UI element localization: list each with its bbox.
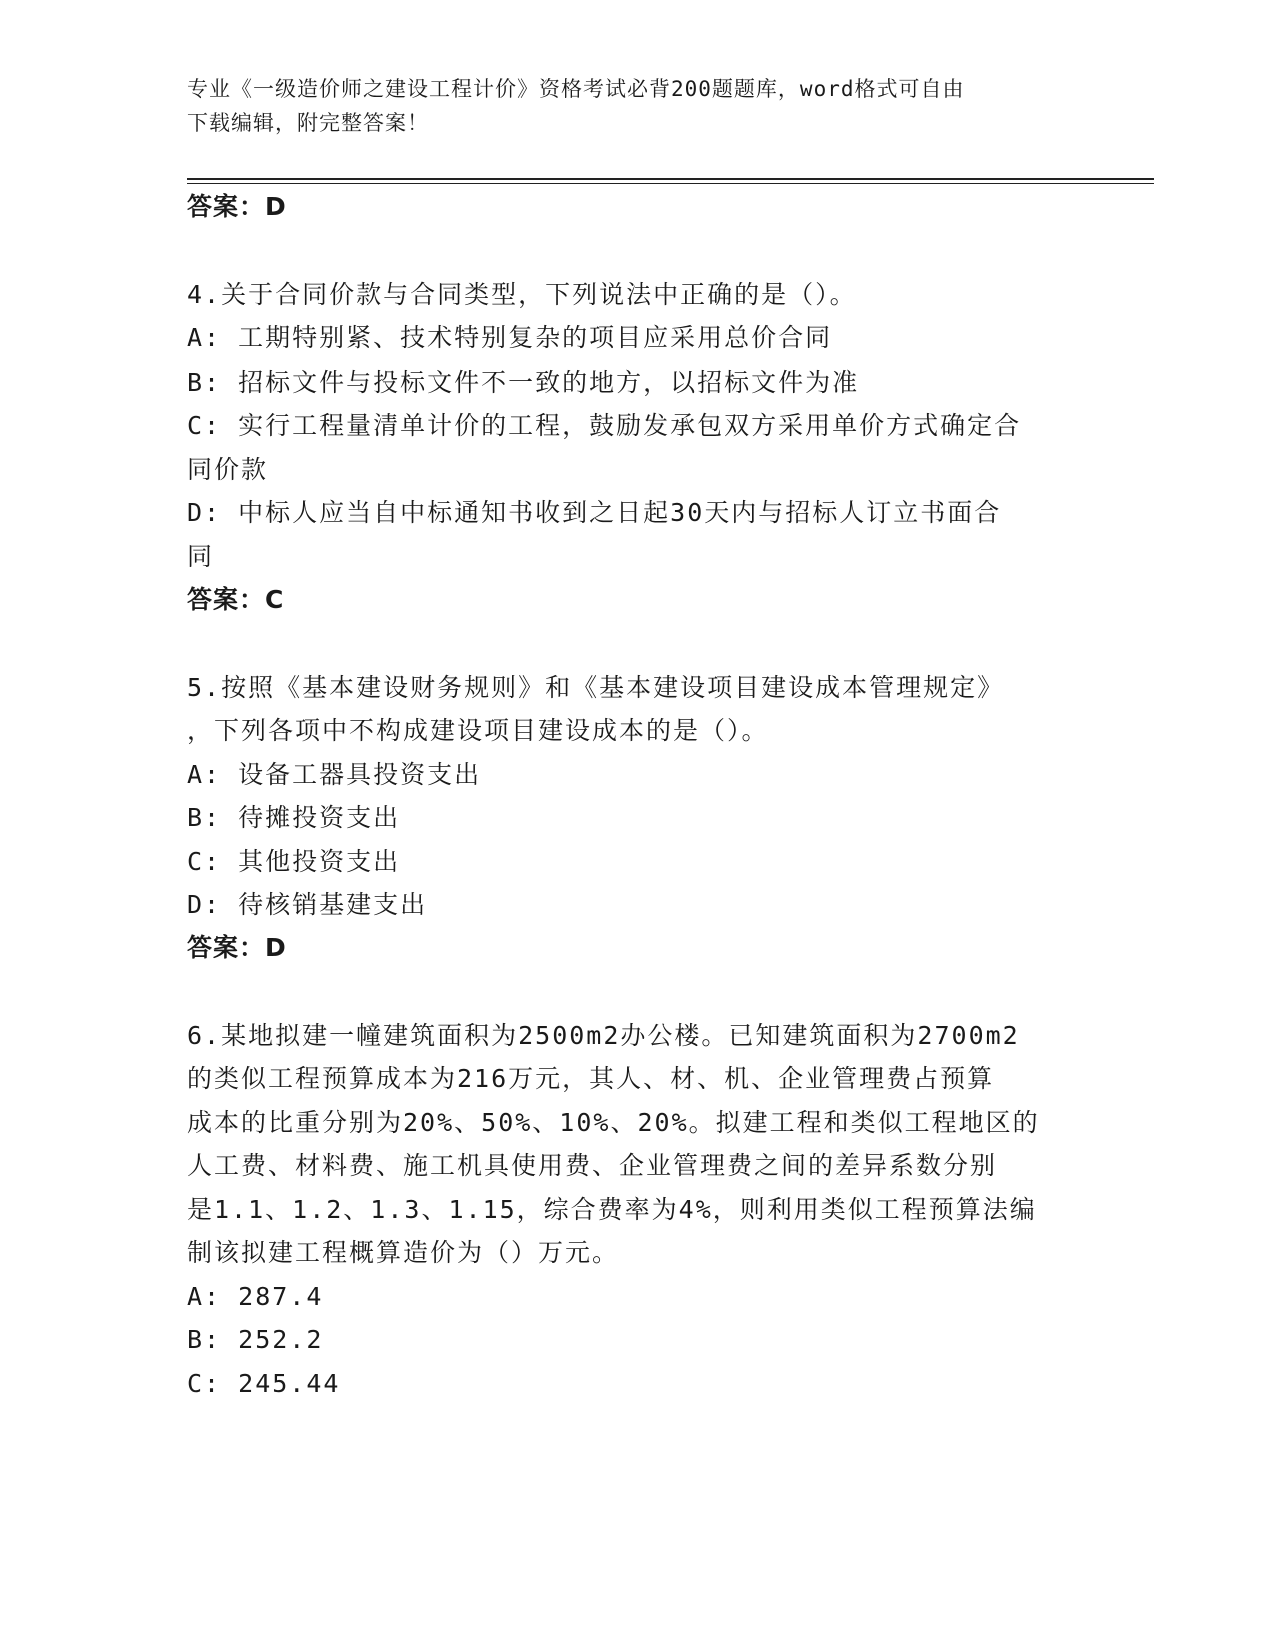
- header-rule-thin: [187, 183, 1154, 184]
- q4-option-b: B: 招标文件与投标文件不一致的地方，以招标文件为准: [187, 368, 860, 397]
- document-header: [187, 72, 1087, 140]
- header-line-1: 专业《一级造价师之建设工程计价》资格考试必背200题题库，word格式可自由: [187, 77, 965, 101]
- q5-stem-line2: ，下列各项中不构成建设项目建设成本的是（）。: [187, 716, 769, 745]
- q6-option-a: A: 287.4: [187, 1282, 324, 1311]
- q4-option-a: A: 工期特别紧、技术特别复杂的项目应采用总价合同: [187, 323, 833, 352]
- q6-stem-line4: 人工费、材料费、施工机具使用费、企业管理费之间的差异系数分别: [187, 1151, 998, 1180]
- q5-option-a: A: 设备工器具投资支出: [187, 760, 482, 789]
- q5-stem-line1: 5.按照《基本建设财务规则》和《基本建设项目建设成本管理规定》: [187, 673, 1005, 702]
- q5-option-b: B: 待摊投资支出: [187, 803, 401, 832]
- header-line-2: 下载编辑，附完整答案！: [187, 111, 429, 135]
- header-rule-thick: [187, 178, 1154, 180]
- q4-option-c-line2: 同价款: [187, 455, 269, 484]
- q5-option-c: C: 其他投资支出: [187, 847, 401, 876]
- q4-option-d-line2: 同: [187, 542, 215, 571]
- q6-stem-line6: 制该拟建工程概算造价为（）万元。: [187, 1238, 620, 1267]
- q6-option-b: B: 252.2: [187, 1325, 324, 1354]
- previous-answer: 答案：D: [187, 192, 287, 221]
- q5-answer: 答案：D: [187, 933, 287, 962]
- q5-option-d: D: 待核销基建支出: [187, 890, 428, 919]
- q6-stem-line5: 是1.1、1.2、1.3、1.15，综合费率为4%，则利用类似工程预算法编: [187, 1195, 1037, 1224]
- q6-stem-line3: 成本的比重分别为20%、50%、10%、20%。拟建工程和类似工程地区的: [187, 1108, 1040, 1137]
- q4-option-d-line1: D: 中标人应当自中标通知书收到之日起30天内与招标人订立书面合: [187, 498, 1002, 527]
- q4-answer: 答案：C: [187, 585, 285, 614]
- q6-stem-line2: 的类似工程预算成本为216万元，其人、材、机、企业管理费占预算: [187, 1064, 995, 1093]
- q6-option-c: C: 245.44: [187, 1369, 341, 1398]
- q4-option-c-line1: C: 实行工程量清单计价的工程，鼓励发承包双方采用单价方式确定合: [187, 411, 1022, 440]
- q4-stem: 4.关于合同价款与合同类型，下列说法中正确的是（）。: [187, 280, 857, 309]
- q6-stem-line1: 6.某地拟建一幢建筑面积为2500m2办公楼。已知建筑面积为2700m2: [187, 1021, 1020, 1050]
